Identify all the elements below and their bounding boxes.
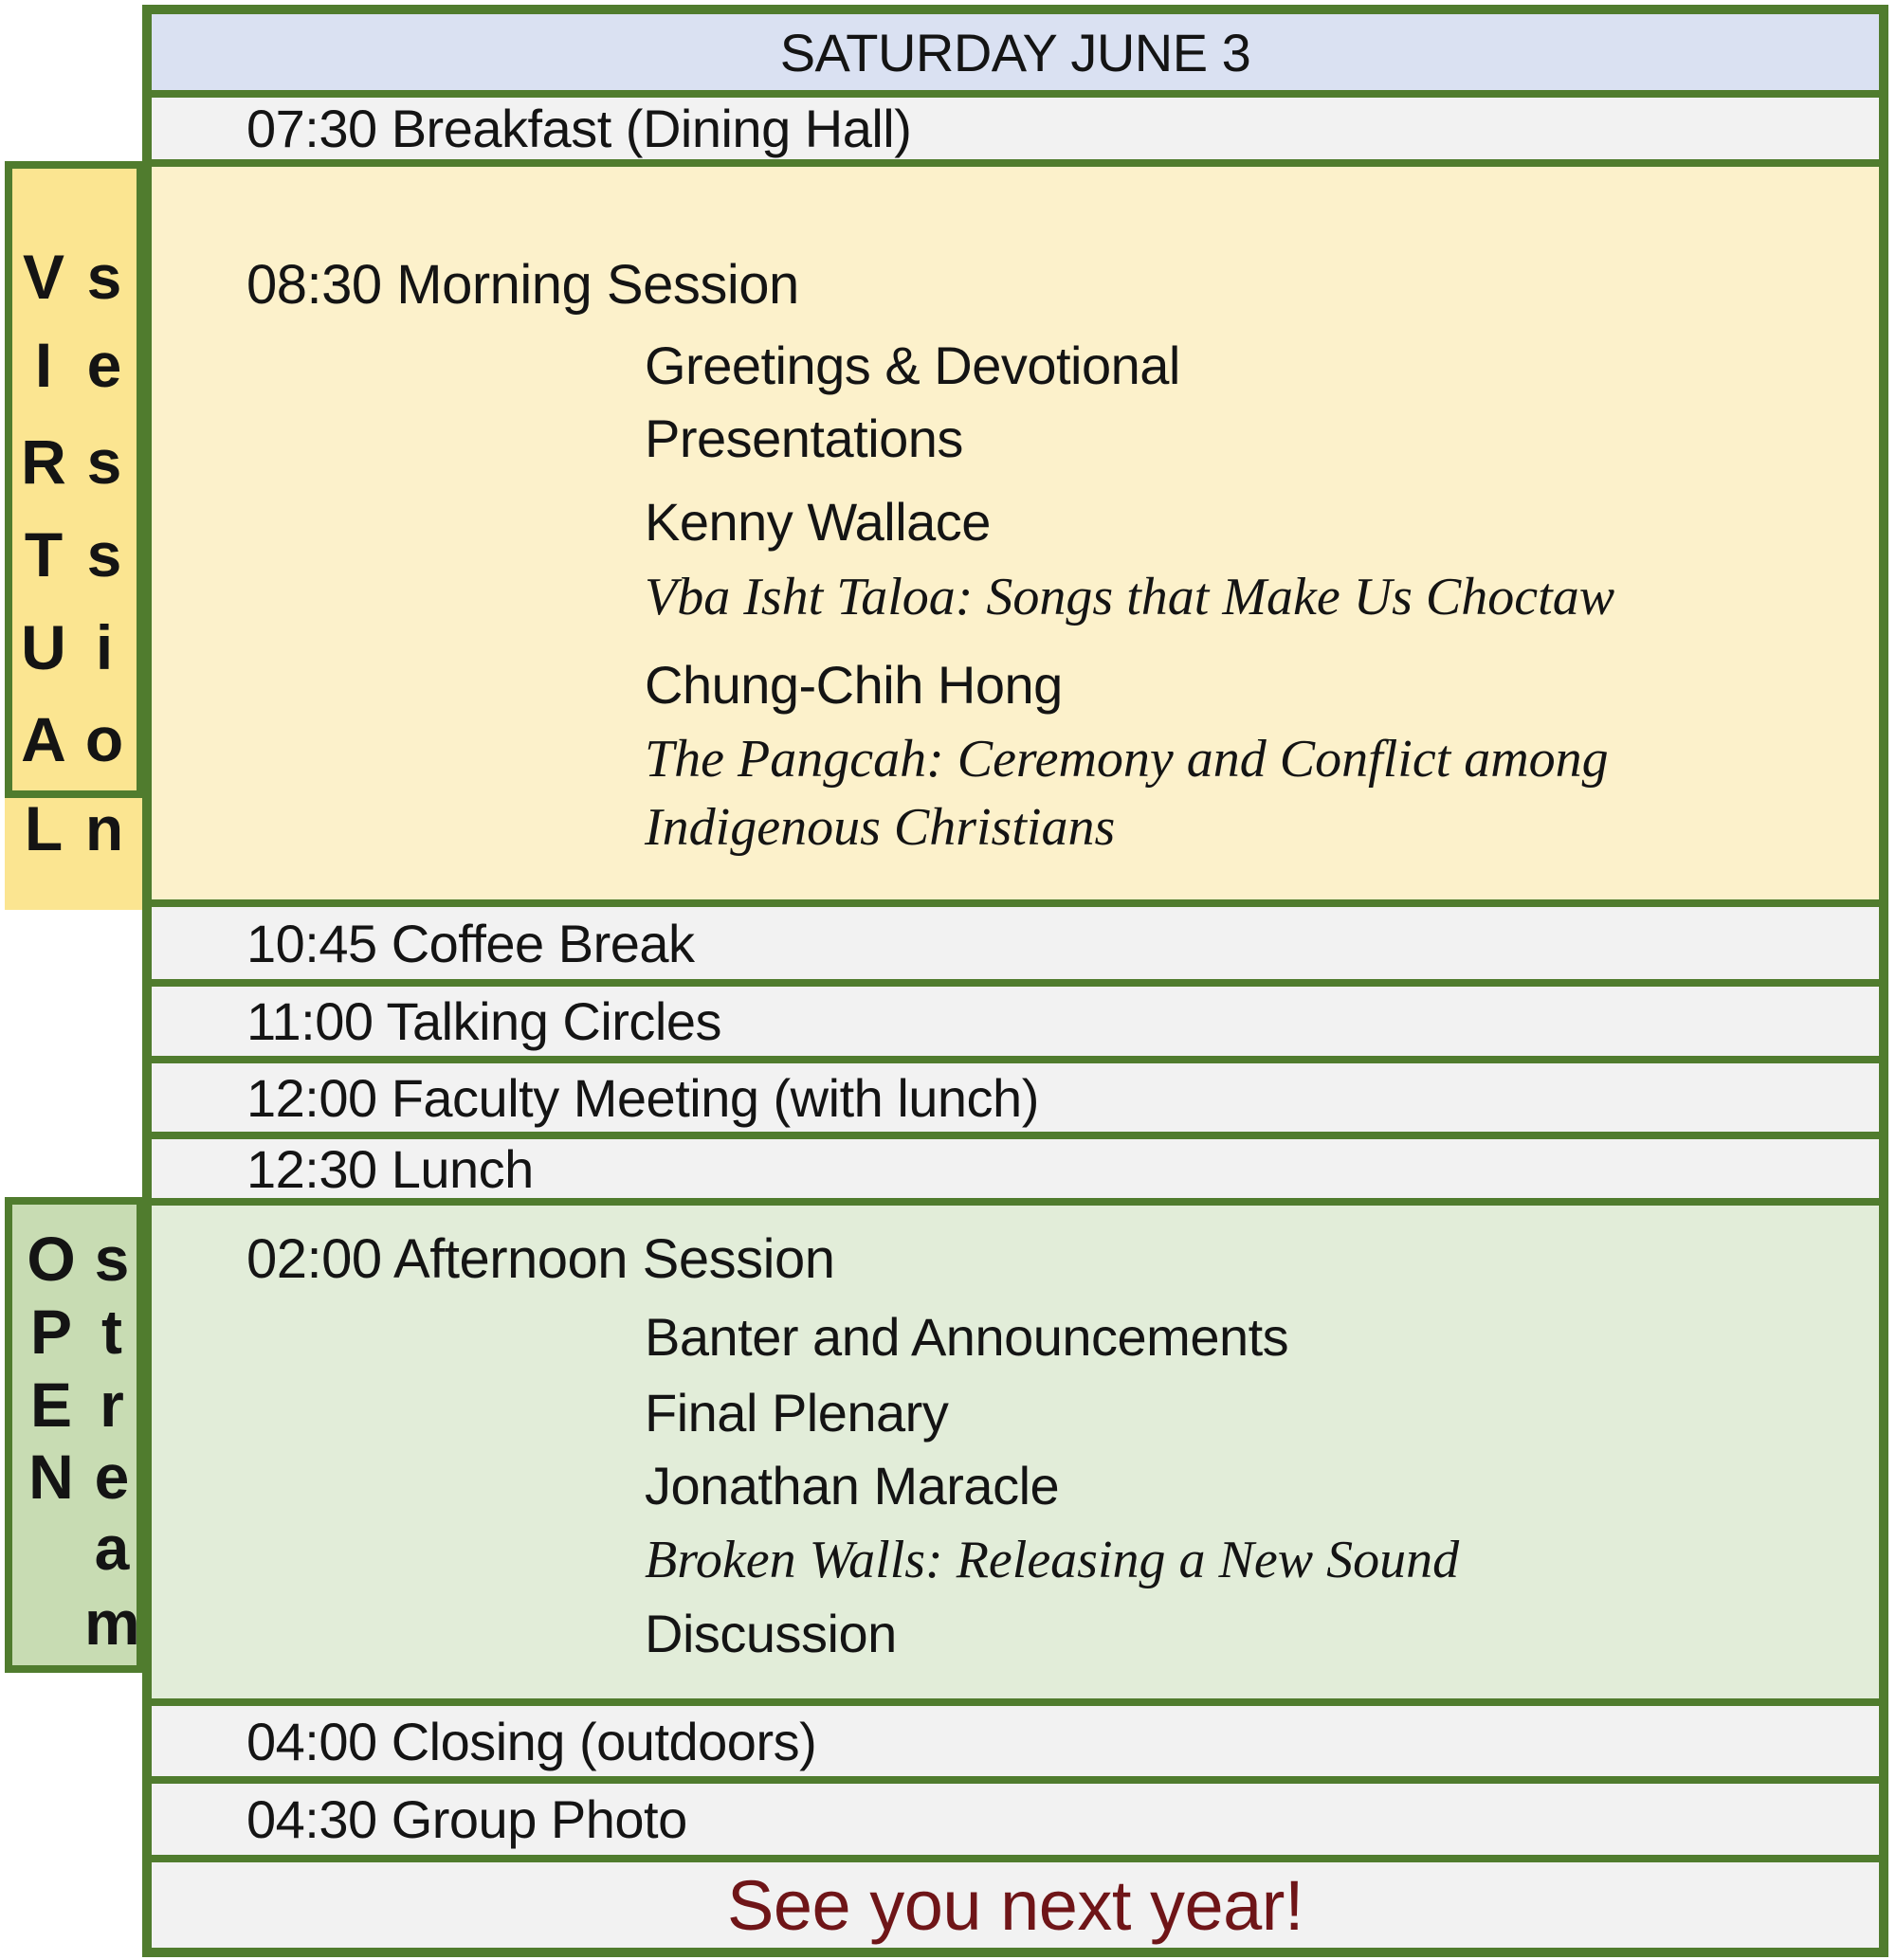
- open-label-row: [12, 1298, 137, 1365]
- afternoon-item-discussion: Discussion: [645, 1604, 897, 1663]
- row-closing-text: 04:00 Closing (outdoors): [246, 1711, 817, 1771]
- virtual-label-row: [5, 244, 144, 310]
- virtual-label-row: [5, 428, 144, 495]
- stream-letter: s: [94, 1224, 130, 1294]
- day-header-title: SATURDAY JUNE 3: [779, 22, 1251, 82]
- morning-talk-title-pangcah-line2: Indigenous Christians: [645, 798, 1116, 857]
- row-lunch: [152, 1139, 1879, 1198]
- virtual-letter: V: [22, 242, 65, 312]
- open-letter: [24, 1589, 79, 1656]
- row-talking-circles-text: 11:00 Talking Circles: [246, 991, 722, 1051]
- session-letter: i: [95, 612, 114, 682]
- open-letter: P: [29, 1297, 73, 1367]
- session-letter: s: [86, 426, 122, 497]
- open-label-row: [12, 1588, 140, 1658]
- morning-speaker-kenny-wallace: Kenny Wallace: [645, 492, 991, 552]
- virtual-label-row: [5, 795, 144, 862]
- open-letter: E: [29, 1370, 73, 1440]
- row-breakfast: [152, 98, 1879, 159]
- row-lunch-text: 12:30 Lunch: [246, 1138, 534, 1199]
- row-coffee-break: [152, 907, 1879, 979]
- morning-talk-title-vba-isht-taloa: Vba Isht Taloa: Songs that Make Us Choctaw: [645, 568, 1615, 626]
- stream-letter: a: [94, 1513, 130, 1583]
- open-label-row: [12, 1225, 137, 1292]
- virtual-letter: U: [21, 612, 66, 682]
- open-label-row: [12, 1443, 137, 1510]
- stream-letter: t: [101, 1297, 122, 1367]
- row-coffee-break-text: 10:45 Coffee Break: [246, 913, 695, 973]
- morning-item-presentations: Presentations: [645, 408, 963, 468]
- open-letter: [24, 1515, 79, 1581]
- virtual-label-row: [5, 706, 144, 772]
- row-group-photo: [152, 1784, 1879, 1855]
- virtual-letter: L: [24, 793, 64, 863]
- session-letter: s: [86, 519, 122, 590]
- morning-item-greetings: Greetings & Devotional: [645, 336, 1180, 395]
- row-group-photo-text: 04:30 Group Photo: [246, 1789, 687, 1849]
- session-letter: e: [86, 330, 122, 400]
- open-label-row: [12, 1371, 137, 1438]
- stream-letter: r: [100, 1370, 124, 1440]
- stream-letter: m: [84, 1588, 140, 1658]
- session-letter: n: [84, 793, 124, 863]
- stream-letter: e: [94, 1442, 130, 1512]
- virtual-letter: R: [21, 426, 66, 497]
- open-label-row: [12, 1515, 137, 1581]
- morning-speaker-chung-chih-hong: Chung-Chih Hong: [645, 655, 1063, 715]
- session-letter: s: [86, 242, 122, 312]
- row-faculty-meeting: [152, 1063, 1879, 1132]
- afternoon-session-block: [152, 1206, 1879, 1698]
- open-letter: N: [28, 1442, 74, 1512]
- virtual-label-row: [5, 332, 144, 398]
- virtual-letter: T: [24, 519, 64, 590]
- row-closing: [152, 1706, 1879, 1776]
- schedule-table: [142, 5, 1888, 1957]
- afternoon-speaker-jonathan-maracle: Jonathan Maracle: [645, 1456, 1060, 1515]
- farewell-text: See you next year!: [726, 1865, 1304, 1945]
- morning-talk-title-pangcah-line1: The Pangcah: Ceremony and Conflict among: [645, 730, 1609, 789]
- day-header: [152, 14, 1879, 90]
- morning-session-block: [152, 167, 1879, 899]
- row-talking-circles: [152, 987, 1879, 1056]
- row-faculty-meeting-text: 12:00 Faculty Meeting (with lunch): [246, 1067, 1039, 1128]
- afternoon-item-final-plenary: Final Plenary: [645, 1383, 949, 1443]
- virtual-label-row: [5, 521, 144, 588]
- open-stream-label: [5, 1197, 144, 1673]
- afternoon-talk-title-broken-walls: Broken Walls: Releasing a New Sound: [645, 1531, 1460, 1589]
- virtual-letter: I: [34, 330, 53, 400]
- virtual-letter: A: [21, 704, 66, 774]
- row-breakfast-text: 07:30 Breakfast (Dining Hall): [246, 99, 912, 158]
- virtual-label-row: [5, 614, 144, 681]
- row-farewell: [152, 1862, 1879, 1948]
- open-letter: O: [27, 1224, 76, 1294]
- afternoon-item-banter: Banter and Announcements: [645, 1307, 1289, 1367]
- session-letter: o: [84, 704, 124, 774]
- virtual-session-label: [5, 161, 144, 910]
- afternoon-session-title: 02:00 Afternoon Session: [246, 1228, 835, 1290]
- morning-session-title: 08:30 Morning Session: [246, 254, 799, 316]
